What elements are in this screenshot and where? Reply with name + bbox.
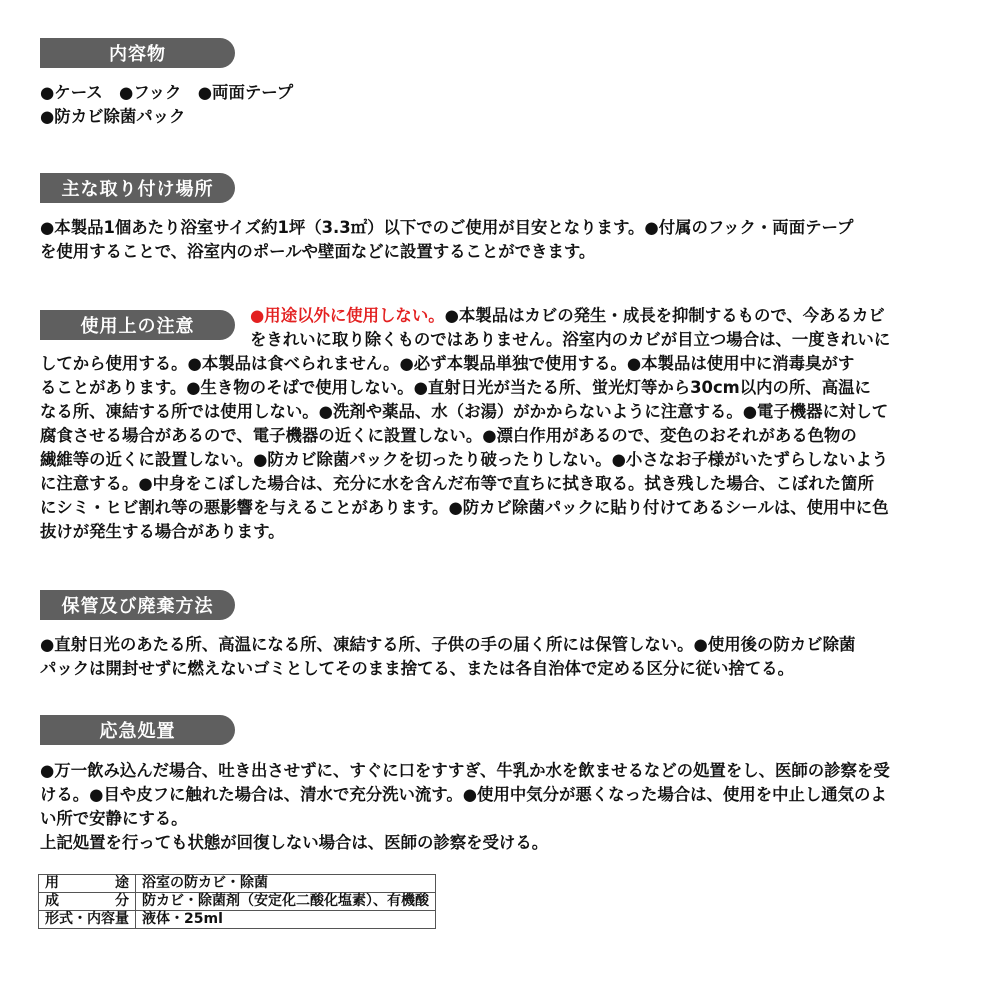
caution-line: にシミ・ヒビ割れ等の悪影響を与えることがあります。●防カビ除菌パックに貼り付けてあるシールは、使用中に色 bbox=[40, 498, 889, 517]
caution-first-lines bbox=[250, 304, 970, 352]
spec-key: 成 分 bbox=[39, 893, 136, 911]
caution-line: 繊維等の近くに設置しない。●防カビ除菌パックを切ったり破ったりしない。●小さなお子様がいたずらしないよう bbox=[40, 450, 889, 469]
table-row bbox=[39, 875, 436, 893]
caution-line: 抜けが発生する場合があります。 bbox=[40, 522, 285, 541]
storage-line: ●直射日光のあたる所、高温になる所、凍結する所、子供の手の届く所には保管しない。●使用後の防カビ除菌 bbox=[40, 635, 856, 654]
spec-value: 浴室の防カビ・除菌 bbox=[136, 875, 436, 893]
location-line: ●本製品1個あたり浴室サイズ約1坪（3.3㎡）以下でのご使用が目安となります。●付属のフック・両面テープ bbox=[40, 218, 854, 237]
first-aid-bold-line: 上記処置を行っても状態が回復しない場合は、医師の診察を受ける。 bbox=[40, 833, 549, 852]
first-aid-line: ●万一飲み込んだ場合、吐き出させずに、すぐに口をすすぎ、牛乳か水を飲ませるなどの処置をし、医師の診察を受 bbox=[40, 761, 890, 780]
first-aid-line: ける。●目や皮フに触れた場合は、清水で充分洗い流す。●使用中気分が悪くなった場合は、使用を中止し通気のよ bbox=[40, 785, 887, 804]
caution-line: をきれいに取り除くものではありません。浴室内のカビが目立つ場合は、一度きれいに bbox=[250, 330, 891, 349]
contents-line: ●防カビ除菌パック bbox=[40, 107, 186, 126]
caution-line: ることがあります。●生き物のそばで使用しない。●直射日光が当たる所、蛍光灯等から30cm以内の所、高温に bbox=[40, 378, 871, 397]
table-row bbox=[39, 893, 436, 911]
section-title-first-aid: 応急処置 bbox=[40, 715, 235, 745]
location-text bbox=[40, 216, 970, 264]
caution-line: なる所、凍結する所では使用しない。●洗剤や薬品、水（お湯）がかからないように注意する。●電子機器に対して bbox=[40, 402, 889, 421]
location-line: を使用することで、浴室内のポールや壁面などに設置することができます。 bbox=[40, 242, 596, 261]
storage-text bbox=[40, 633, 970, 681]
first-aid-line: い所で安静にする。 bbox=[40, 809, 188, 828]
caution-line: してから使用する。●本製品は食べられません。●必ず本製品単独で使用する。●本製品は使用中に消毒臭がす bbox=[40, 354, 855, 373]
first-aid-text bbox=[40, 759, 970, 855]
caution-line: ●本製品はカビの発生・成長を抑制するもので、今あるカビ bbox=[444, 306, 885, 325]
spec-key: 形式・内容量 bbox=[39, 911, 136, 929]
contents-line: ●ケース ●フック ●両面テープ bbox=[40, 83, 294, 102]
caution-text bbox=[40, 352, 970, 544]
section-title-caution: 使用上の注意 bbox=[40, 310, 235, 340]
caution-line: 腐食させる場合があるので、電子機器の近くに設置しない。●漂白作用があるので、変色のおそれがある色物の bbox=[40, 426, 857, 445]
storage-line: パックは開封せずに燃えないゴミとしてそのまま捨てる、または各自治体で定める区分に従い捨てる。 bbox=[40, 659, 794, 678]
spec-key: 用 途 bbox=[39, 875, 136, 893]
spec-value: 液体・25ml bbox=[136, 911, 436, 929]
spec-value: 防カビ・除菌剤（安定化二酸化塩素）、有機酸 bbox=[136, 893, 436, 911]
table-row bbox=[39, 911, 436, 929]
contents-text bbox=[40, 81, 970, 129]
spec-table bbox=[38, 874, 436, 929]
caution-warning: ●用途以外に使用しない。 bbox=[250, 306, 445, 325]
section-title-storage: 保管及び廃棄方法 bbox=[40, 590, 235, 620]
section-title-contents: 内容物 bbox=[40, 38, 235, 68]
section-title-location: 主な取り付け場所 bbox=[40, 173, 235, 203]
caution-line: に注意する。●中身をこぼした場合は、充分に水を含んだ布等で直ちに拭き取る。拭き残した場合、こぼれた箇所 bbox=[40, 474, 874, 493]
